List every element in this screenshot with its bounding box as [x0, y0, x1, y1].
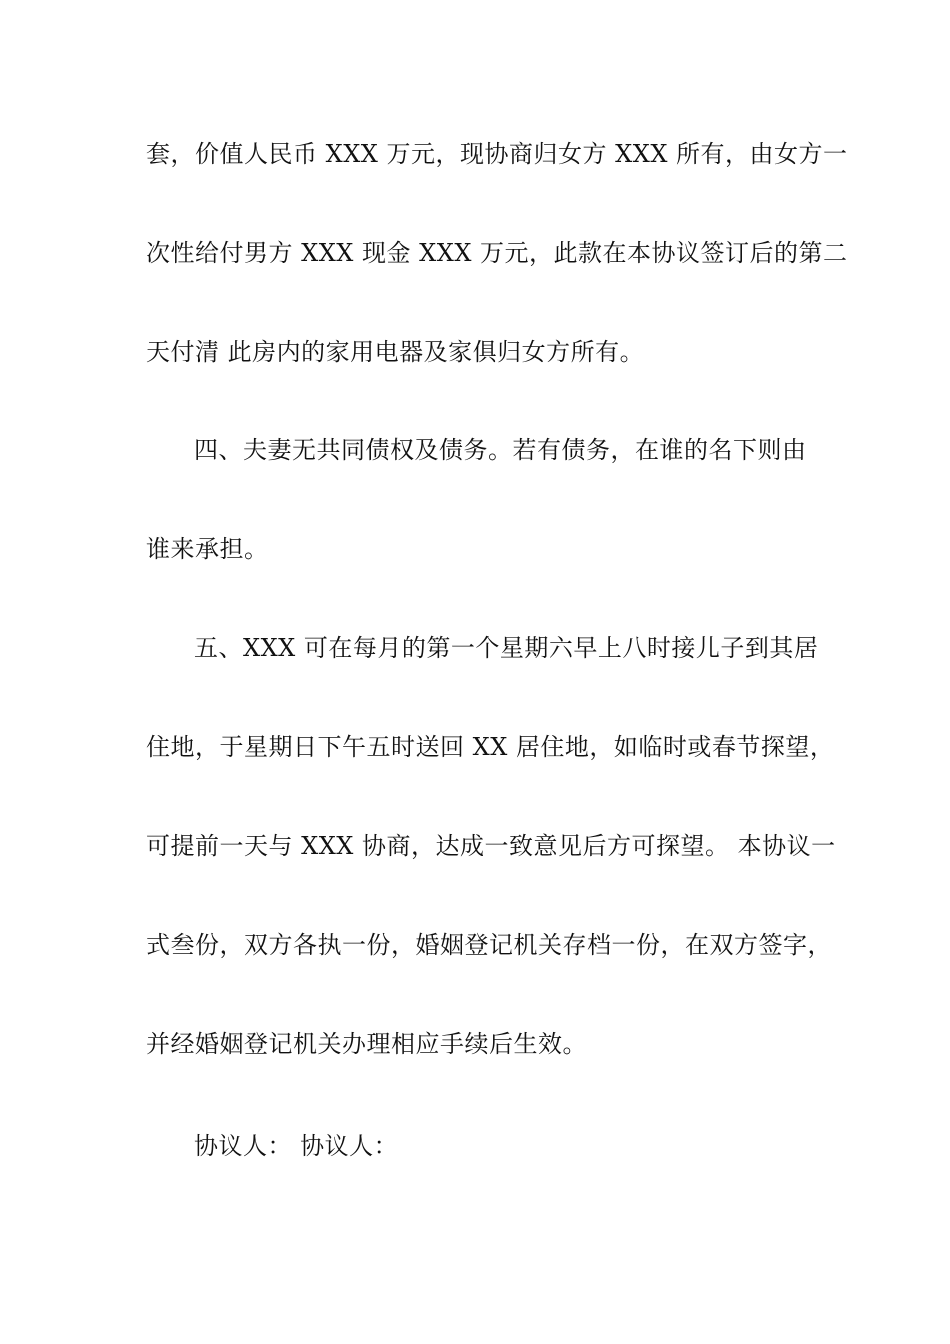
clause-five-line-2: 住地，于星期日下午五时送回 XX 居住地，如临时或春节探望， — [146, 733, 835, 761]
clause-five-line-4: 式叁份，双方各执一份，婚姻登记机关存档一份，在双方签字， — [146, 931, 832, 959]
clause-five-line-1: 五、XXX 可在每月的第一个星期六早上八时接儿子到其居 — [194, 634, 819, 662]
paragraph-line-1: 套，价值人民币 XXX 万元，现协商归女方 XXX 所有，由女方一 — [146, 140, 848, 168]
clause-four-line-1: 四、夫妻无共同债权及债务。若有债务，在谁的名下则由 — [194, 436, 807, 464]
clause-five-line-5: 并经婚姻登记机关办理相应手续后生效。 — [146, 1030, 587, 1058]
paragraph-line-2: 次性给付男方 XXX 现金 XXX 万元，此款在本协议签订后的第二 — [146, 239, 848, 267]
clause-four-line-2: 谁来承担。 — [146, 535, 269, 563]
signature-line: 协议人： 协议人： — [194, 1132, 399, 1160]
clause-five-line-3: 可提前一天与 XXX 协商，达成一致意见后方可探望。 本协议一 — [146, 832, 836, 860]
paragraph-line-3: 天付清 此房内的家用电器及家俱归女方所有。 — [146, 338, 645, 366]
